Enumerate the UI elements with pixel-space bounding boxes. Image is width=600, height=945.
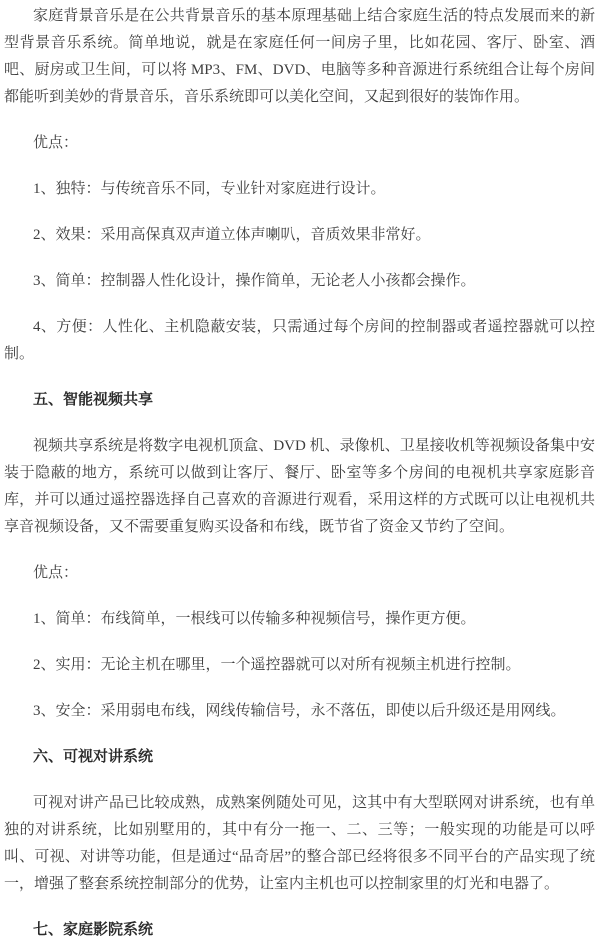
music-advantage-item-3: 3、简单：控制器人性化设计，操作简单，无论老人小孩都会操作。: [33, 273, 476, 289]
video-advantage-item-1: 1、简单：布线简单，一根线可以传输多种视频信号，操作更方便。: [33, 611, 476, 627]
music-advantage-item-1: 1、独特：与传统音乐不同，专业针对家庭进行设计。: [33, 181, 386, 197]
music-advantage-item-4: 4、方便：人性化、主机隐蔽安装，只需通过每个房间的控制器或者遥控器就可以控制。: [4, 319, 595, 362]
intro-paragraph: 家庭背景音乐是在公共背景音乐的基本原理基础上结合家庭生活的特点发展而来的新型背景音乐系统。简单地说，就是在家庭任何一间房子里，比如花园、客厅、卧室、酒吧、厨房或卫生间，可以将 MP3、FM、DVD、电脑等多种音源进行系统组合让每个房间都能听到美妙的背景音乐，音乐系统即可以美化空间，又起到很好的装饰作用。: [4, 8, 595, 105]
section5-paragraph: 视频共享系统是将数字电视机顶盒、DVD 机、录像机、卫星接收机等视频设备集中安装于隐蔽的地方，系统可以做到让客厅、餐厅、卧室等多个房间的电视机共享家庭影音库，并可以通过遥控器选择自己喜欢的音源进行观看，采用这样的方式既可以让电视机共享音视频设备，又不需要重复购买设备和布线，既节省了资金又节约了空间。: [4, 438, 595, 535]
video-advantage-item-2: 2、实用：无论主机在哪里，一个遥控器就可以对所有视频主机进行控制。: [33, 657, 521, 673]
video-advantages-label: 优点：: [33, 565, 79, 581]
section5-heading: 五、智能视频共享: [33, 392, 154, 408]
video-advantage-item-3: 3、安全：采用弱电布线，网线传输信号，永不落伍，即使以后升级还是用网线。: [33, 703, 566, 719]
section7-heading: 七、家庭影院系统: [33, 922, 154, 938]
section6-paragraph: 可视对讲产品已比较成熟，成熟案例随处可见，这其中有大型联网对讲系统，也有单独的对讲系统，比如别墅用的，其中有分一拖一、二、三等；一般实现的功能是可以呼叫、可视、对讲等功能，但是通过“品奇居”的整合部已经将很多不同平台的产品实现了统一，增强了整套系统控制部分的优势，让室内主机也可以控制家里的灯光和电器了。: [4, 795, 595, 892]
music-advantages-label: 优点：: [33, 135, 79, 151]
music-advantage-item-2: 2、效果：采用高保真双声道立体声喇叭，音质效果非常好。: [33, 227, 431, 243]
section6-heading: 六、可视对讲系统: [33, 749, 154, 765]
